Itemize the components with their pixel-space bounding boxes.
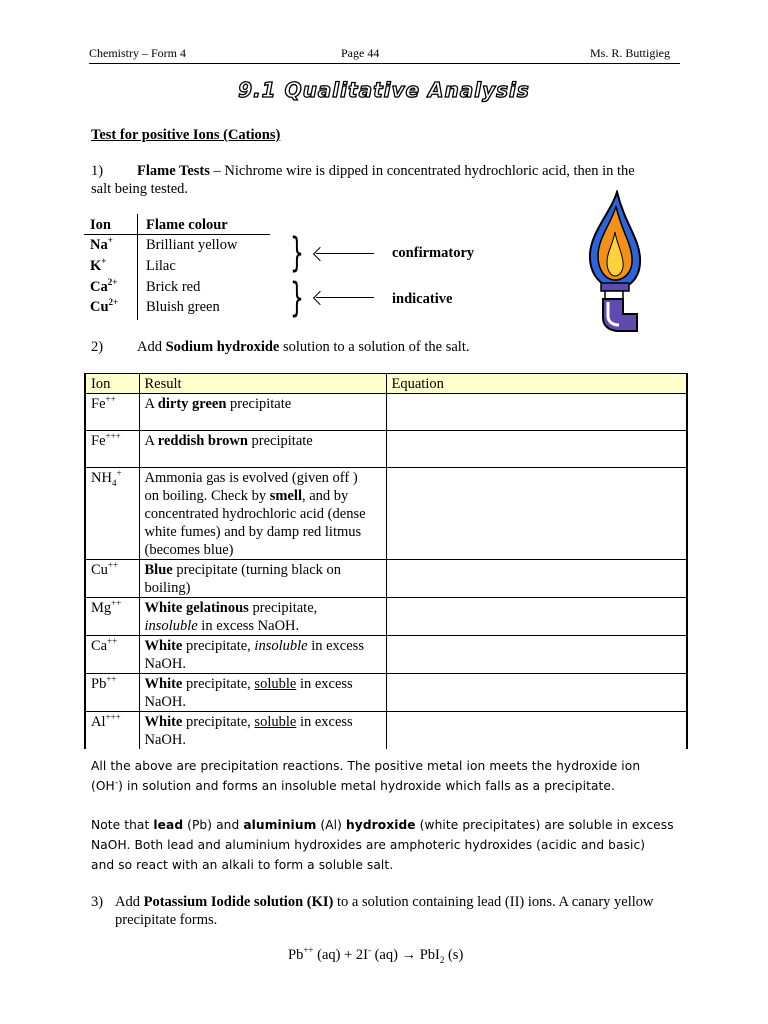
cell-equation[interactable]	[386, 598, 687, 636]
cell-result: White gelatinous precipitate, insoluble in excess NaOH.	[139, 598, 386, 636]
step1-body: – Nichrome wire is dipped in concentrated hydrochloric acid, then in the	[209, 163, 635, 179]
flame-row-ion: $Ca^{2+}$	[90, 277, 118, 295]
flame-row-colour: Bluish green	[146, 299, 220, 315]
table-header-equation: Equation	[386, 374, 687, 394]
cell-result: White precipitate, insoluble in excess NaOH.	[139, 636, 386, 674]
header-right: Ms. R. Buttigieg	[590, 46, 671, 60]
lead-iodide-equation: Pb++ (aq) + 2I- (aq) → PbI$_2$ (s)	[288, 945, 464, 965]
flame-table-divider	[137, 214, 138, 320]
arrow-left-icon	[316, 297, 374, 298]
amphoteric-note: Note that lead (Pb) and aluminium (Al) hydroxide (white precipitates) are soluble in excess NaOH. Both lead and aluminium hydroxides are amphoteric hydroxides (acidic and basic) and so react with an alkali to form a soluble salt.	[91, 818, 674, 872]
header-rule	[89, 63, 680, 64]
flame-row-colour: Lilac	[146, 258, 176, 274]
page-title: 9.1 Qualitative Analysis	[238, 78, 530, 102]
cell-ion: Fe++	[85, 394, 139, 431]
cell-result: A reddish brown precipitate	[139, 431, 386, 468]
cell-equation[interactable]	[386, 394, 687, 431]
reaction-arrow-icon: →	[401, 947, 417, 963]
step3-text: Add Potassium Iodide solution (KI) to a solution containing lead (II) ions. A canary yellow precipitate forms.	[115, 894, 654, 928]
flame-row-ion: $Cu^{2+}$	[90, 297, 119, 315]
table-row	[85, 560, 687, 598]
cell-ion: Mg++	[85, 598, 139, 636]
table-row	[85, 431, 687, 468]
cell-equation[interactable]	[386, 431, 687, 468]
flame-row-colour: Brick red	[146, 279, 201, 295]
table-row	[85, 468, 687, 560]
precipitation-note: All the above are precipitation reactions. The positive metal ion meets the hydroxide ion (OH-) in solution and forms an insoluble metal hydroxide which falls as a precipitate.	[91, 759, 641, 793]
flame-row-colour: Brilliant yellow	[146, 237, 238, 253]
flame-row-ion: Na+	[90, 235, 113, 253]
header-left: Chemistry – Form 4	[89, 46, 187, 60]
section-heading: Test for positive Ions (Cations)	[91, 127, 281, 143]
table-row	[85, 394, 687, 431]
label-indicative: indicative	[392, 291, 453, 307]
table-row	[85, 674, 687, 712]
hydroxide-test-table	[84, 373, 688, 749]
flame-row-ion: K+	[90, 256, 107, 274]
cell-result: White precipitate, soluble in excess NaOH.	[139, 674, 386, 712]
step2-bold: Sodium hydroxide	[165, 339, 280, 355]
cell-result: White precipitate, soluble in excess NaOH.	[139, 712, 386, 750]
table-row	[85, 636, 687, 674]
step1-text	[137, 162, 635, 180]
cell-ion: Ca++	[85, 636, 139, 674]
cell-equation[interactable]	[386, 560, 687, 598]
step3-number: 3)	[91, 894, 104, 910]
cell-result: Blue precipitate (turning black on boiling)	[139, 560, 386, 598]
step1-number: 1)	[91, 163, 104, 179]
cell-ion: $NH_4^+$	[85, 468, 139, 560]
bunsen-burner-flame-icon	[585, 190, 645, 335]
table-row	[85, 712, 687, 750]
cell-ion: Cu++	[85, 560, 139, 598]
brace-confirmatory: }	[290, 230, 304, 276]
cell-result: A dirty green precipitate	[139, 394, 386, 431]
step1-bold: Flame Tests	[137, 163, 210, 179]
flame-table-header-colour: Flame colour	[146, 217, 228, 233]
step2-number: 2)	[91, 339, 104, 355]
table-header-result: Result	[139, 374, 386, 394]
cell-ion: Fe+++	[85, 431, 139, 468]
cell-ion: Pb++	[85, 674, 139, 712]
cell-equation[interactable]	[386, 712, 687, 750]
brace-indicative: }	[290, 275, 304, 321]
cell-equation[interactable]	[386, 636, 687, 674]
table-header-ion: Ion	[85, 374, 139, 394]
flame-table-header-ion: Ion	[90, 217, 111, 233]
label-confirmatory: confirmatory	[392, 245, 475, 261]
step2-text: Add Sodium hydroxide solution to a solution of the salt.	[137, 339, 470, 355]
table-row	[85, 598, 687, 636]
cell-equation[interactable]	[386, 468, 687, 560]
header-page-number: Page 44	[341, 46, 380, 60]
cell-result: Ammonia gas is evolved (given off ) on boiling. Check by smell, and by concentrated hydrochloric acid (dense white fumes) and by damp red litmus (becomes blue)	[139, 468, 386, 560]
step1-text-line2: salt being tested.	[91, 181, 189, 197]
arrow-left-icon	[316, 253, 374, 254]
cell-equation[interactable]	[386, 674, 687, 712]
table-header-row	[85, 374, 687, 394]
cell-ion: Al+++	[85, 712, 139, 750]
